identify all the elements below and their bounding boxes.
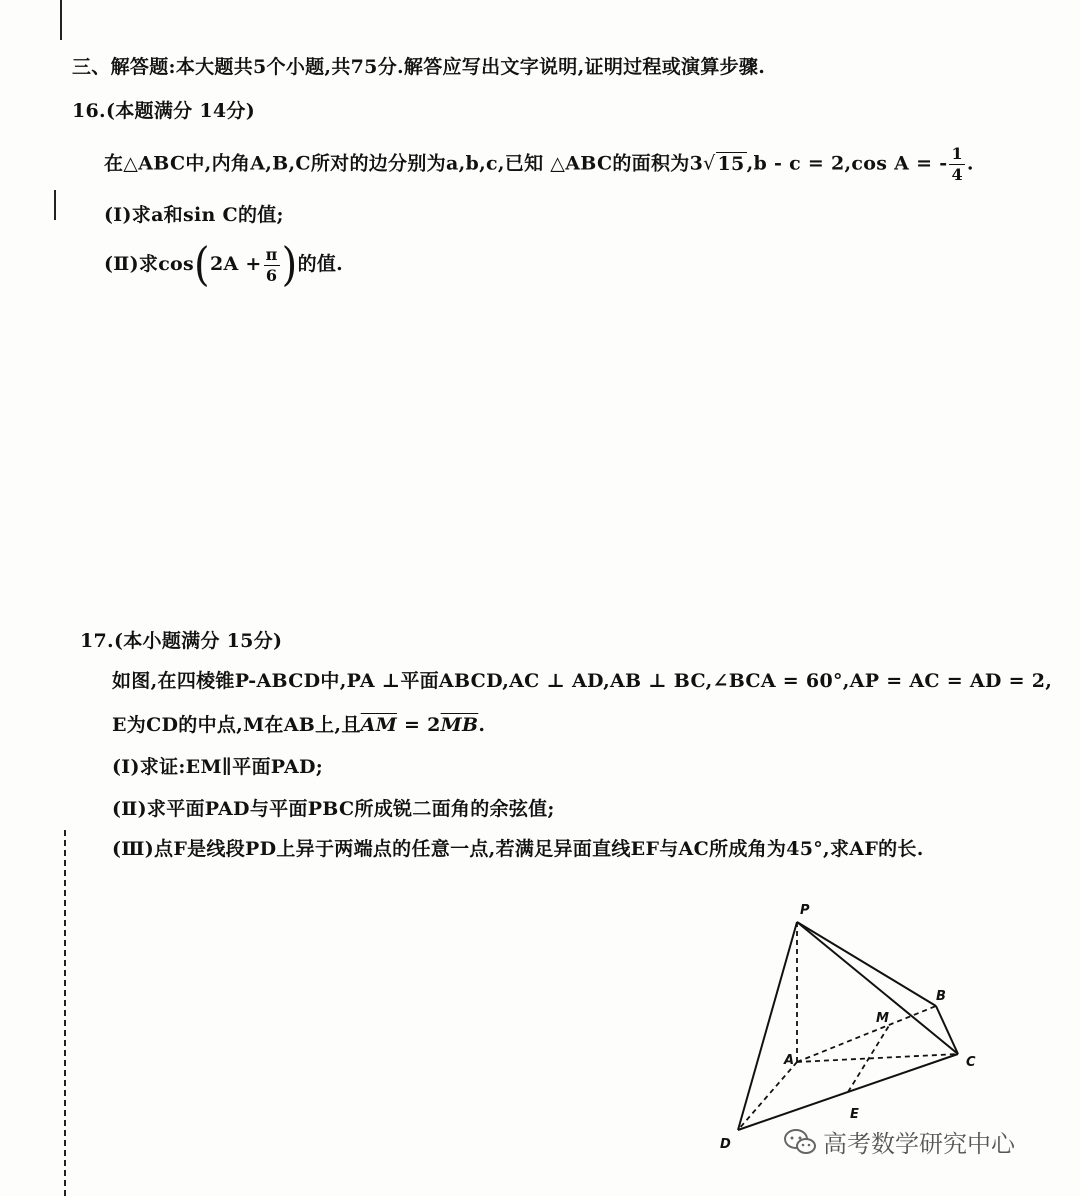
q16-part2-frac-num: π: [265, 244, 278, 264]
vector-mb: $\overline{MB}$: [440, 714, 479, 736]
vector-am: $\overline{AM}$: [360, 714, 398, 736]
q17-stem-line2-prefix: E为CD的中点,M在AB上,且: [112, 714, 361, 736]
section-header: 三、解答题:本大题共5个小题,共75分.解答应写出文字说明,证明过程或演算步骤.: [72, 56, 766, 78]
edge-ac: [797, 1054, 958, 1062]
q16-number: 16.(本题满分 14分): [72, 100, 255, 122]
label-e: E: [850, 1107, 859, 1122]
margin-line-top: [60, 0, 62, 40]
edge-bc: [936, 1006, 958, 1054]
edge-pc: [797, 922, 958, 1054]
q16-stem: 在△ABC中,内角A,B,C所对的边分别为a,b,c,已知 △ABC的面积为3√ 15 ,b - c = 2,cos A = - $\frac{1}{4}$ .: [104, 144, 974, 184]
margin-line-mid: [54, 190, 56, 220]
label-p: P: [800, 903, 810, 918]
q17-stem-line2-end: .: [478, 714, 486, 736]
q17-stem-line2: [112, 710, 485, 737]
q17-number: 17.(本小题满分 15分): [80, 630, 283, 652]
q16-part2-suffix: 的值.: [297, 253, 344, 275]
q16-part2: (Ⅱ)求cos(2A + $\frac{\pi}{6}$ )的值.: [104, 238, 344, 292]
label-a: A: [784, 1053, 795, 1068]
q16-part1: (Ⅰ)求a和sin C的值;: [104, 204, 284, 226]
q17-part2: (Ⅱ)求平面PAD与平面PBC所成锐二面角的余弦值;: [112, 798, 555, 820]
q16-stem-middle: ,b - c = 2,cos A = -: [746, 152, 948, 175]
edge-pd: [738, 922, 797, 1130]
segment-em: [848, 1024, 890, 1092]
q16-part2-frac: [264, 244, 280, 285]
label-c: C: [966, 1055, 976, 1070]
q17-part3: (Ⅲ)点F是线段PD上异于两端点的任意一点,若满足异面直线EF与AC所成角为45°,求AF的长.: [112, 838, 924, 860]
q16-frac-num: 1: [951, 144, 963, 163]
label-m: M: [876, 1011, 889, 1026]
q16-part2-frac-den: 6: [265, 265, 278, 285]
q16-part2-inner: 2A +: [209, 253, 262, 275]
q16-stem-end: .: [966, 152, 974, 175]
q17-part1: (Ⅰ)求证:EM∥平面PAD;: [112, 756, 324, 778]
q16-part2-prefix: (Ⅱ)求cos: [104, 253, 195, 275]
pyramid-figure: [700, 890, 990, 1160]
q17-stem-line1: 如图,在四棱锥P-ABCD中,PA ⊥平面ABCD,AC ⊥ AD,AB ⊥ BC,∠BCA = 60°,AP = AC = AD = 2,: [112, 670, 1053, 692]
edge-ab: [797, 1006, 936, 1062]
label-b: B: [936, 989, 946, 1004]
q17-stem-line2-eq: = 2: [397, 714, 441, 736]
label-d: D: [720, 1137, 731, 1152]
margin-dashed-line: [64, 830, 66, 1196]
edge-pb: [797, 922, 936, 1006]
watermark: [783, 1124, 1015, 1159]
wechat-icon: [783, 1128, 817, 1156]
q16-stem-prefix: 在△ABC中,内角A,B,C所对的边分别为a,b,c,已知 △ABC的面积为3: [104, 152, 704, 175]
q16-stem-sqrt: 15: [717, 152, 745, 175]
watermark-text: 高考数学研究中心: [823, 1130, 1015, 1158]
q16-frac-den: 4: [951, 165, 963, 184]
q16-frac: [949, 146, 964, 183]
